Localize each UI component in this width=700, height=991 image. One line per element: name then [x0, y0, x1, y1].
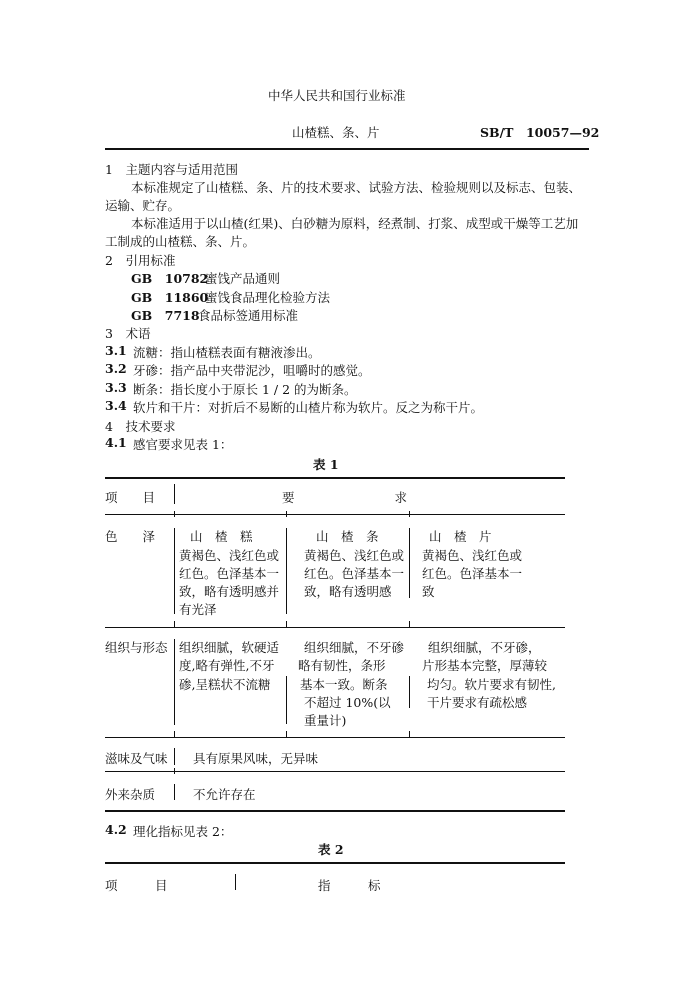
- cell-text: 有光泽: [179, 602, 217, 617]
- cell-text: 红色。色泽基本一: [304, 566, 405, 581]
- cell-text: 山 楂 糕: [190, 529, 253, 544]
- column-separator: [174, 639, 175, 725]
- table-1-bottom-rule: [105, 810, 565, 812]
- subsection-number: 4.1: [105, 435, 127, 450]
- standard-title: 山楂糕、条、片: [292, 125, 380, 140]
- ref-title: 食品标签通用标准: [198, 308, 299, 323]
- standard-code: SB/T 10057—92: [480, 125, 600, 140]
- column-tick: [409, 731, 410, 737]
- table-2-top-rule: [105, 862, 565, 864]
- section-1-para2-line2: 工制成的山楂糕、条、片。: [105, 234, 256, 249]
- column-separator: [235, 874, 236, 890]
- section-4-heading: 4 技术要求: [105, 419, 176, 434]
- row-label-texture: 组织与形态: [105, 640, 168, 655]
- subsection-text: 理化指标见表 2：: [133, 824, 233, 839]
- cell-text: 致，略有透明感并: [179, 584, 280, 599]
- term-text: 断条：指长度小于原长 1 / 2 的为断条。: [133, 382, 357, 397]
- table-row-rule: [105, 737, 565, 738]
- cell-text: 干片要求有疏松感: [427, 695, 528, 710]
- section-1-para2-line1: 本标准适用于以山楂(红果)、白砂糖为原料，经煮制、打浆、成型或干燥等工艺加: [131, 216, 579, 231]
- cell-text: 略有韧性，条形: [298, 658, 386, 673]
- column-separator: [409, 676, 410, 708]
- ref-code: GB 11860: [131, 290, 209, 305]
- subsection-text: 感官要求见表 1：: [133, 437, 233, 452]
- cell-text: 致，略有透明感: [304, 584, 392, 599]
- cell-text: 黄褐色、浅红色或: [179, 548, 280, 563]
- column-separator: [286, 676, 287, 724]
- column-tick: [174, 621, 175, 627]
- row-label-taste: 滋味及气味: [105, 751, 168, 766]
- term-text: 牙碜：指产品中夹带泥沙，咀嚼时的感觉。: [133, 363, 371, 378]
- document-org-title: 中华人民共和国行业标准: [268, 88, 406, 103]
- cell-text: 致: [422, 584, 435, 599]
- column-tick: [409, 511, 410, 517]
- cell-text: 重量计): [304, 713, 347, 728]
- column-separator: [174, 748, 175, 765]
- section-1-heading: 1 主题内容与适用范围: [105, 162, 238, 177]
- ref-code: GB 10782: [131, 271, 209, 286]
- column-separator: [174, 784, 175, 800]
- cell-text: 山 楂 条: [316, 529, 379, 544]
- cell-text: 碜,呈糕状不流糖: [179, 677, 271, 692]
- table-1-top-rule: [105, 477, 565, 479]
- column-tick: [174, 731, 175, 737]
- table-2-head-item: 项 目: [105, 878, 168, 893]
- cell-text: 度,略有弹性,不牙: [179, 658, 275, 673]
- ref-code: GB 7718: [131, 308, 200, 323]
- cell-text: 黄褐色、浅红色或: [304, 548, 405, 563]
- header-rule: [105, 148, 589, 150]
- cell-text: 基本一致。断条: [300, 677, 388, 692]
- column-tick: [286, 621, 287, 627]
- ref-title: 蜜饯食品理化检验方法: [205, 290, 331, 305]
- term-number: 3.3: [105, 380, 127, 395]
- term-number: 3.4: [105, 398, 127, 413]
- table-1-head-item: 项 目: [105, 490, 156, 505]
- cell-text: 山 楂 片: [429, 529, 492, 544]
- column-tick: [174, 511, 175, 517]
- cell-text: 组织细腻，不牙碜，: [428, 640, 541, 655]
- cell-text: 组织细腻，不牙碜: [304, 640, 405, 655]
- ref-title: 蜜饯产品通则: [205, 271, 281, 286]
- column-tick: [174, 768, 175, 774]
- column-tick: [286, 731, 287, 737]
- row-label-color: 色 泽: [105, 529, 156, 544]
- column-separator: [174, 528, 175, 614]
- section-1-para1-line2: 运输、贮存。: [105, 198, 181, 213]
- table-1-head-requirement: 要 求: [282, 490, 408, 505]
- column-separator: [286, 528, 287, 614]
- column-tick: [286, 511, 287, 517]
- term-number: 3.2: [105, 361, 127, 376]
- cell-text: 红色。色泽基本一: [179, 566, 280, 581]
- cell-text: 片形基本完整，厚薄较: [422, 658, 548, 673]
- column-separator: [409, 528, 410, 598]
- section-2-heading: 2 引用标准: [105, 253, 176, 268]
- table-1-caption: 表 1: [313, 457, 339, 472]
- cell-text: 不超过 10%(以: [304, 695, 391, 710]
- table-row-rule: [105, 627, 565, 628]
- cell-text: 均匀。软片要求有韧性,: [427, 677, 556, 692]
- cell-text: 不允许存在: [193, 787, 256, 802]
- column-tick: [409, 621, 410, 627]
- table-2-head-indicator: 指 标: [318, 878, 381, 893]
- row-label-foreign: 外来杂质: [105, 787, 156, 802]
- term-number: 3.1: [105, 343, 127, 358]
- term-text: 软片和干片：对折后不易断的山楂片称为软片。反之为称干片。: [133, 400, 484, 415]
- column-separator: [174, 484, 175, 504]
- cell-text: 组织细腻，软硬适: [179, 640, 280, 655]
- section-3-heading: 3 术语: [105, 326, 151, 341]
- section-1-para1-line1: 本标准规定了山楂糕、条、片的技术要求、试验方法、检验规则以及标志、包装、: [131, 180, 582, 195]
- cell-text: 具有原果风味，无异味: [193, 751, 319, 766]
- cell-text: 红色。色泽基本一: [422, 566, 523, 581]
- subsection-number: 4.2: [105, 822, 127, 837]
- table-2-caption: 表 2: [318, 842, 344, 857]
- cell-text: 黄褐色、浅红色或: [422, 548, 523, 563]
- term-text: 流糖：指山楂糕表面有糖液渗出。: [133, 345, 321, 360]
